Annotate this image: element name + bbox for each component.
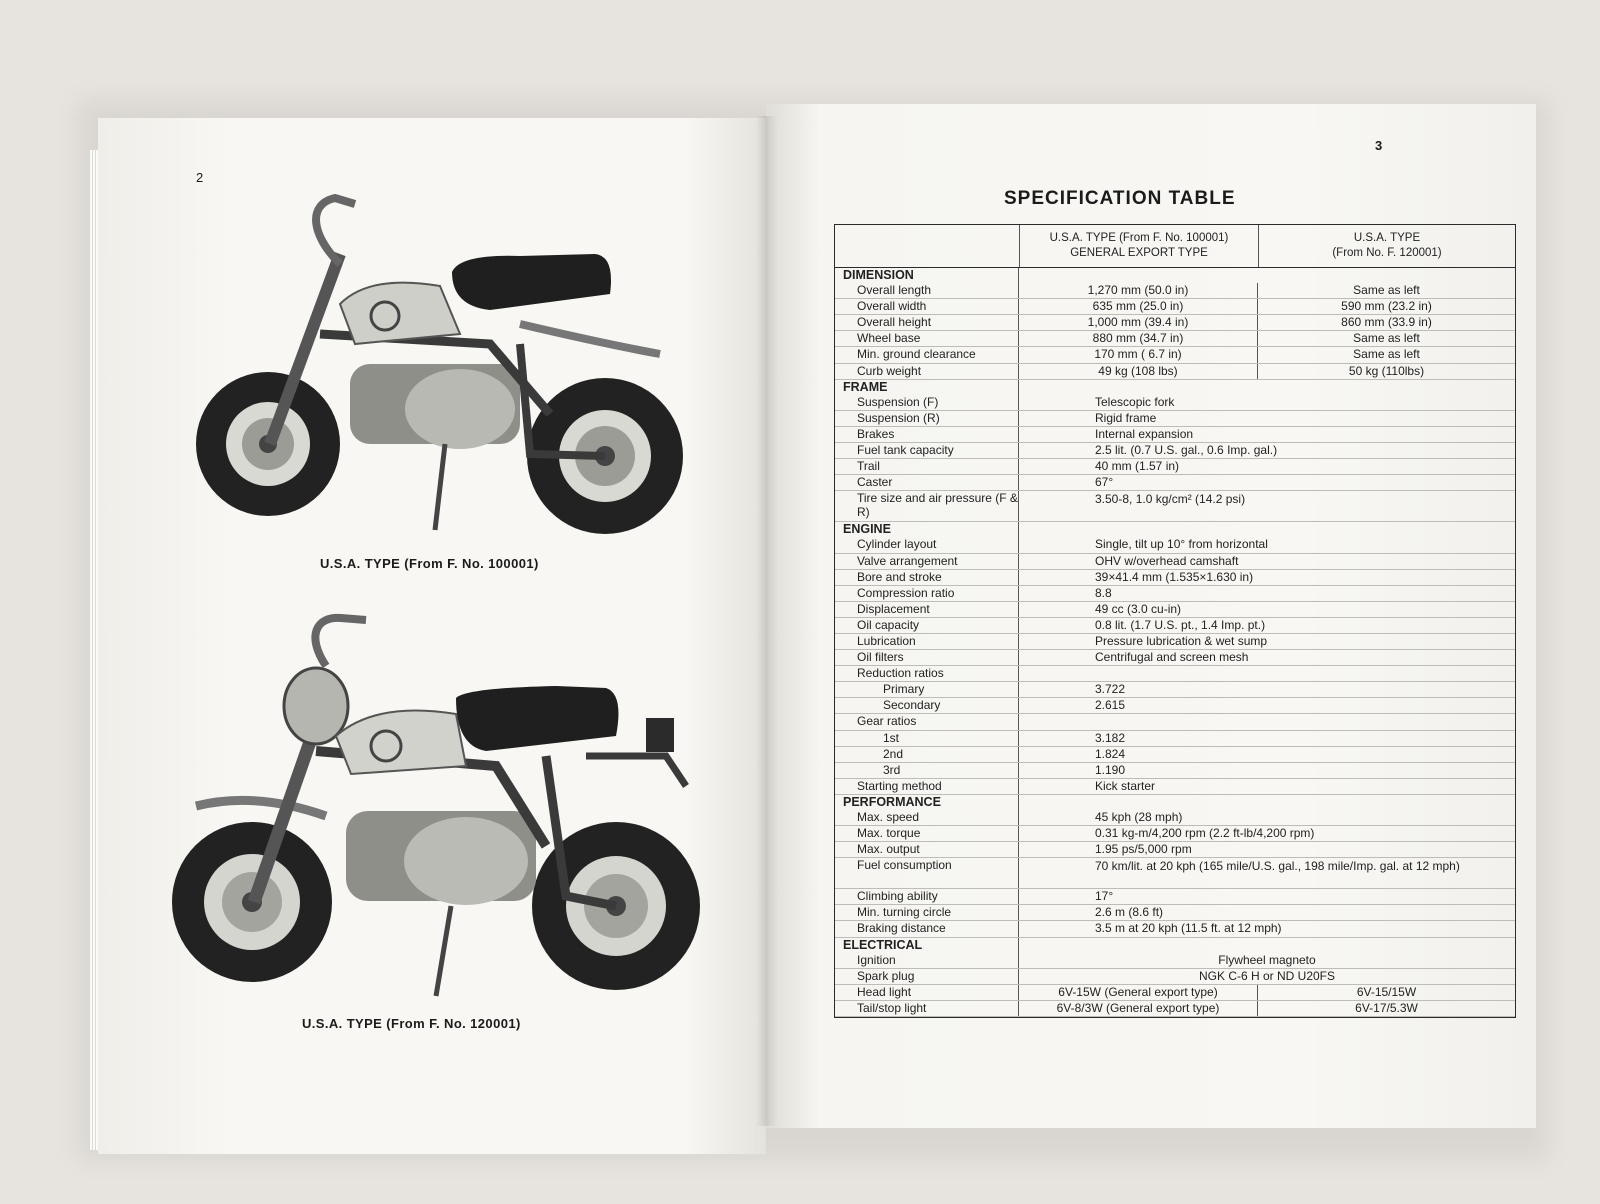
spec-value: 0.8 lit. (1.7 U.S. pt., 1.4 Imp. pt.) xyxy=(1095,617,1266,632)
table-row xyxy=(835,731,1515,747)
spec-value-col2: 6V-15/15W xyxy=(1356,984,1417,999)
spec-value-col2: 590 mm (23.2 in) xyxy=(1341,299,1432,314)
table-row xyxy=(835,905,1515,921)
spec-value-col1: 6V-15W (General export type) xyxy=(1019,985,1258,1000)
photo-caption-1: U.S.A. TYPE (From F. No. 100001) xyxy=(320,556,539,571)
table-row xyxy=(835,714,1515,730)
spec-label: Min. turning circle xyxy=(835,905,1019,920)
right-page-number: 3 xyxy=(1375,138,1383,153)
spec-label: Lubrication xyxy=(835,634,1019,649)
table-row xyxy=(835,331,1515,347)
table-section-row xyxy=(835,380,1515,395)
table-header xyxy=(835,225,1515,268)
spec-label: Primary xyxy=(835,682,1019,697)
section-heading: DIMENSION xyxy=(835,268,1019,283)
spec-value: 45 kph (28 mph) xyxy=(1095,810,1183,824)
spec-label: Caster xyxy=(835,475,1019,490)
spec-value-col1: 1,000 mm (39.4 in) xyxy=(1019,315,1258,330)
spec-label: Brakes xyxy=(835,427,1019,442)
spec-value: Telescopic fork xyxy=(1095,394,1175,409)
spec-value: 3.50-8, 1.0 kg/cm² (14.2 psi) xyxy=(1095,492,1246,507)
table-row xyxy=(835,554,1515,570)
spec-value: 70 km/lit. at 20 kph (165 mile/U.S. gal., 198 mile/Imp. gal. at 12 mph) xyxy=(1095,859,1460,874)
table-row xyxy=(835,842,1515,858)
section-heading: ENGINE xyxy=(835,522,1019,537)
table-row xyxy=(835,283,1515,299)
spec-label: Oil filters xyxy=(835,650,1019,665)
header-col2-line1: U.S.A. TYPE xyxy=(1353,232,1421,244)
table-row xyxy=(835,315,1515,331)
spec-label: Climbing ability xyxy=(835,889,1019,904)
spec-value: 3.722 xyxy=(1095,682,1126,697)
specification-table xyxy=(834,224,1516,1018)
spec-value-col1: 880 mm (34.7 in) xyxy=(1019,331,1258,346)
spec-label: Spark plug xyxy=(835,969,1019,984)
spec-value: 39×41.4 mm (1.535×1.630 in) xyxy=(1095,569,1254,584)
spec-label: Starting method xyxy=(835,779,1019,794)
table-row xyxy=(835,698,1515,714)
table-row xyxy=(835,650,1515,666)
section-empty-cell xyxy=(1019,938,1515,953)
spec-label: Min. ground clearance xyxy=(835,347,1019,362)
section-empty-cell xyxy=(1019,268,1515,283)
spec-value: 1.824 xyxy=(1095,746,1126,761)
spec-value: Pressure lubrication & wet sump xyxy=(1095,633,1268,648)
table-row xyxy=(835,395,1515,411)
spec-label: Reduction ratios xyxy=(835,666,1019,681)
spec-value: 3.5 m at 20 kph (11.5 ft. at 12 mph) xyxy=(1095,921,1282,936)
spec-value: 1.190 xyxy=(1095,762,1126,777)
spec-value: 67° xyxy=(1095,475,1114,490)
table-section-row xyxy=(835,268,1515,283)
spec-value-col2: 860 mm (33.9 in) xyxy=(1341,315,1432,330)
section-heading: PERFORMANCE xyxy=(835,795,1019,810)
spec-value: Kick starter xyxy=(1095,778,1156,793)
spec-value: 1.95 ps/5,000 rpm xyxy=(1095,842,1192,857)
table-row xyxy=(835,475,1515,491)
spec-label: Tail/stop light xyxy=(835,1001,1019,1016)
table-row xyxy=(835,921,1515,937)
spec-label: Trail xyxy=(835,459,1019,474)
spec-value xyxy=(1019,714,1515,729)
table-row xyxy=(835,586,1515,602)
table-row xyxy=(835,826,1515,842)
spec-value-col1: 170 mm ( 6.7 in) xyxy=(1019,347,1258,362)
table-row xyxy=(835,364,1515,380)
spec-value: 0.31 kg-m/4,200 rpm (2.2 ft-lb/4,200 rpm) xyxy=(1095,826,1315,841)
table-row xyxy=(835,537,1515,553)
header-label-cell xyxy=(835,225,1020,267)
spec-label: Cylinder layout xyxy=(835,537,1019,552)
table-row xyxy=(835,858,1515,889)
section-empty-cell xyxy=(1019,380,1515,395)
motorcycle-photo-icon xyxy=(166,606,722,1002)
table-row xyxy=(835,347,1515,363)
spec-value-col2: Same as left xyxy=(1353,331,1420,346)
table-row xyxy=(835,570,1515,586)
table-row xyxy=(835,682,1515,698)
spec-label: Overall width xyxy=(835,299,1019,314)
header-col2-line2: (From No. F. 120001) xyxy=(1332,247,1442,259)
section-heading: ELECTRICAL xyxy=(835,938,1019,953)
spec-value-col2: 50 kg (110lbs) xyxy=(1348,363,1425,378)
spec-value-col1: 1,270 mm (50.0 in) xyxy=(1019,283,1258,298)
spec-value: 8.8 xyxy=(1095,585,1112,600)
photo-caption-2: U.S.A. TYPE (From F. No. 120001) xyxy=(302,1016,521,1031)
table-row xyxy=(835,411,1515,427)
table-row xyxy=(835,618,1515,634)
spec-label: Displacement xyxy=(835,602,1019,617)
spec-value: NGK C-6 H or ND U20FS xyxy=(1198,968,1336,983)
table-row xyxy=(835,1001,1515,1017)
book-spine xyxy=(756,116,778,1126)
spec-value-col2: Same as left xyxy=(1353,347,1420,362)
spec-value: 2.6 m (8.6 ft) xyxy=(1095,905,1164,920)
spec-label: Overall length xyxy=(835,283,1019,298)
table-row xyxy=(835,953,1515,969)
table-row xyxy=(835,810,1515,826)
spec-label: Fuel consumption xyxy=(835,858,1019,888)
spec-value-col2: 6V-17/5.3W xyxy=(1355,1000,1418,1015)
table-row xyxy=(835,666,1515,682)
table-body xyxy=(835,268,1515,1017)
section-empty-cell xyxy=(1019,522,1515,537)
table-row xyxy=(835,747,1515,763)
spec-value-col1: 635 mm (25.0 in) xyxy=(1019,299,1258,314)
spec-table-title: SPECIFICATION TABLE xyxy=(1004,188,1236,209)
spec-label: Ignition xyxy=(835,953,1019,968)
spec-label: 2nd xyxy=(835,747,1019,762)
header-column-1 xyxy=(1020,225,1259,267)
spec-value: Rigid frame xyxy=(1095,410,1157,425)
table-row xyxy=(835,443,1515,459)
spec-label: Tire size and air pressure (F & R) xyxy=(835,491,1019,521)
spec-value-col1: 6V-8/3W (General export type) xyxy=(1019,1001,1258,1016)
header-col1-line2: GENERAL EXPORT TYPE xyxy=(1070,247,1208,259)
spec-label: Oil capacity xyxy=(835,618,1019,633)
spec-label: Max. output xyxy=(835,842,1019,857)
spec-label: Bore and stroke xyxy=(835,570,1019,585)
table-row xyxy=(835,634,1515,650)
table-row xyxy=(835,427,1515,443)
spec-value-col2: Same as left xyxy=(1353,283,1420,298)
spec-label: 3rd xyxy=(835,763,1019,778)
table-row xyxy=(835,985,1515,1001)
spec-value: 3.182 xyxy=(1095,730,1126,745)
header-col1-line1: U.S.A. TYPE (From F. No. 100001) xyxy=(1049,232,1229,244)
table-row xyxy=(835,299,1515,315)
spec-value: 2.615 xyxy=(1095,698,1126,713)
spec-label: Head light xyxy=(835,985,1019,1000)
spec-label: Curb weight xyxy=(835,364,1019,379)
table-section-row xyxy=(835,795,1515,810)
table-row xyxy=(835,459,1515,475)
spec-label: Suspension (F) xyxy=(835,395,1019,410)
table-row xyxy=(835,779,1515,795)
spec-label: Max. torque xyxy=(835,826,1019,841)
table-row xyxy=(835,969,1515,985)
spec-label: 1st xyxy=(835,731,1019,746)
table-row xyxy=(835,602,1515,618)
table-row xyxy=(835,763,1515,779)
table-section-row xyxy=(835,938,1515,953)
section-empty-cell xyxy=(1019,795,1515,810)
spec-value: Flywheel magneto xyxy=(1218,952,1316,967)
table-row xyxy=(835,889,1515,905)
left-page-number: 2 xyxy=(196,170,204,185)
spec-label: Compression ratio xyxy=(835,586,1019,601)
header-column-2 xyxy=(1259,225,1515,267)
spec-value: OHV w/overhead camshaft xyxy=(1095,553,1239,568)
spec-value xyxy=(1019,666,1515,681)
spec-value-col1: 49 kg (108 lbs) xyxy=(1019,364,1258,379)
spec-label: Fuel tank capacity xyxy=(835,443,1019,458)
motorcycle-photo-icon xyxy=(190,194,710,538)
spec-value: Internal expansion xyxy=(1095,426,1194,441)
spec-label: Suspension (R) xyxy=(835,411,1019,426)
spec-label: Valve arrangement xyxy=(835,554,1019,569)
table-section-row xyxy=(835,522,1515,537)
spec-label: Max. speed xyxy=(835,810,1019,825)
spec-value: 49 cc (3.0 cu-in) xyxy=(1095,601,1182,616)
spec-value: 40 mm (1.57 in) xyxy=(1095,459,1180,474)
spec-value: Single, tilt up 10° from horizontal xyxy=(1095,537,1268,552)
spec-label: Secondary xyxy=(835,698,1019,713)
spec-value: 17° xyxy=(1095,889,1114,904)
spec-label: Gear ratios xyxy=(835,714,1019,729)
spec-label: Wheel base xyxy=(835,331,1019,346)
table-row xyxy=(835,491,1515,522)
spec-label: Braking distance xyxy=(835,921,1019,936)
section-heading: FRAME xyxy=(835,380,1019,395)
spec-value: Centrifugal and screen mesh xyxy=(1095,650,1249,665)
spec-value: 2.5 lit. (0.7 U.S. gal., 0.6 Imp. gal.) xyxy=(1095,443,1278,458)
spec-label: Overall height xyxy=(835,315,1019,330)
